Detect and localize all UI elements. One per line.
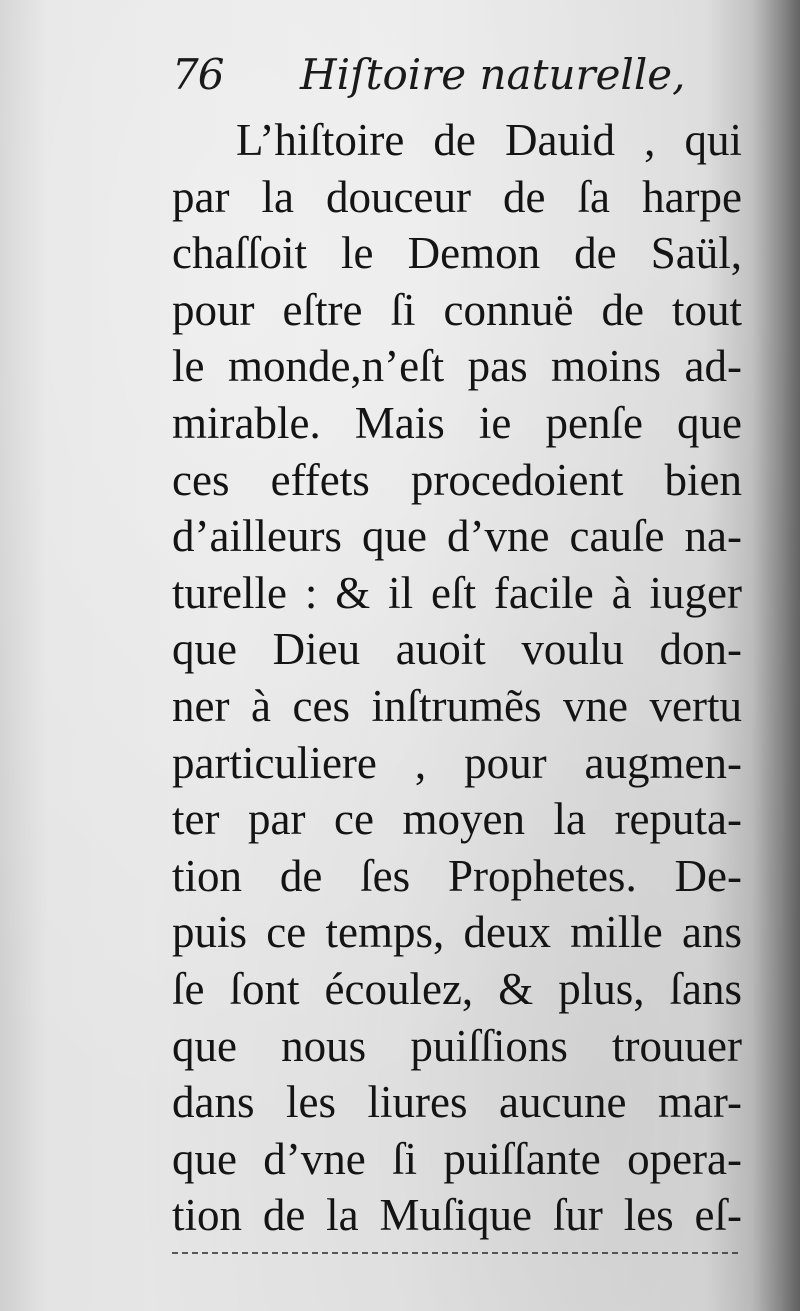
text-line: turelle : & il eſt facile à iuger <box>172 567 742 618</box>
text-line: que nous puiſſions trouuer <box>172 1020 742 1071</box>
text-line: L’hiſtoire de Dauid , qui <box>236 115 742 165</box>
text-line: ſe ſont écoulez, & plus, ſans <box>172 963 742 1014</box>
text-line: d’ailleurs que d’vne cauſe na- <box>172 511 742 562</box>
text-line: particuliere , pour augmen- <box>172 737 742 788</box>
text-line: mirable. Mais ie penſe que <box>172 397 742 448</box>
bottom-rule <box>172 1252 738 1254</box>
text-line: par la douceur de ſa harpe <box>172 171 742 222</box>
text-line: tion de la Muſique ſur les eſ- <box>172 1190 742 1241</box>
text-line: puis ce temps, deux mille ans <box>172 907 742 958</box>
page-header <box>172 42 686 102</box>
text-line: ces effets procedoient bien <box>172 454 742 505</box>
text-line: ner à ces inſtrumẽs vne vertu <box>172 680 742 731</box>
text-line: pour eſtre ſi connuë de tout <box>172 284 742 335</box>
text-line: le monde,n’eſt pas moins ad- <box>172 341 742 392</box>
page-edge-shadow <box>752 0 800 1311</box>
text-line: que Dieu auoit voulu don- <box>172 624 742 675</box>
body-text <box>172 112 742 1244</box>
running-title: Hiſtoire naturelle, <box>300 50 686 99</box>
text-line: dans les liures aucune mar- <box>172 1077 742 1128</box>
text-line: que d’vne ſi puiſſante opera- <box>172 1133 742 1184</box>
text-line: chaſſoit le Demon de Saül, <box>172 228 742 279</box>
text-line: ter par ce moyen la reputa- <box>172 794 742 845</box>
page-number: 76 <box>172 50 224 99</box>
text-line: tion de ſes Prophetes. De- <box>172 850 742 901</box>
